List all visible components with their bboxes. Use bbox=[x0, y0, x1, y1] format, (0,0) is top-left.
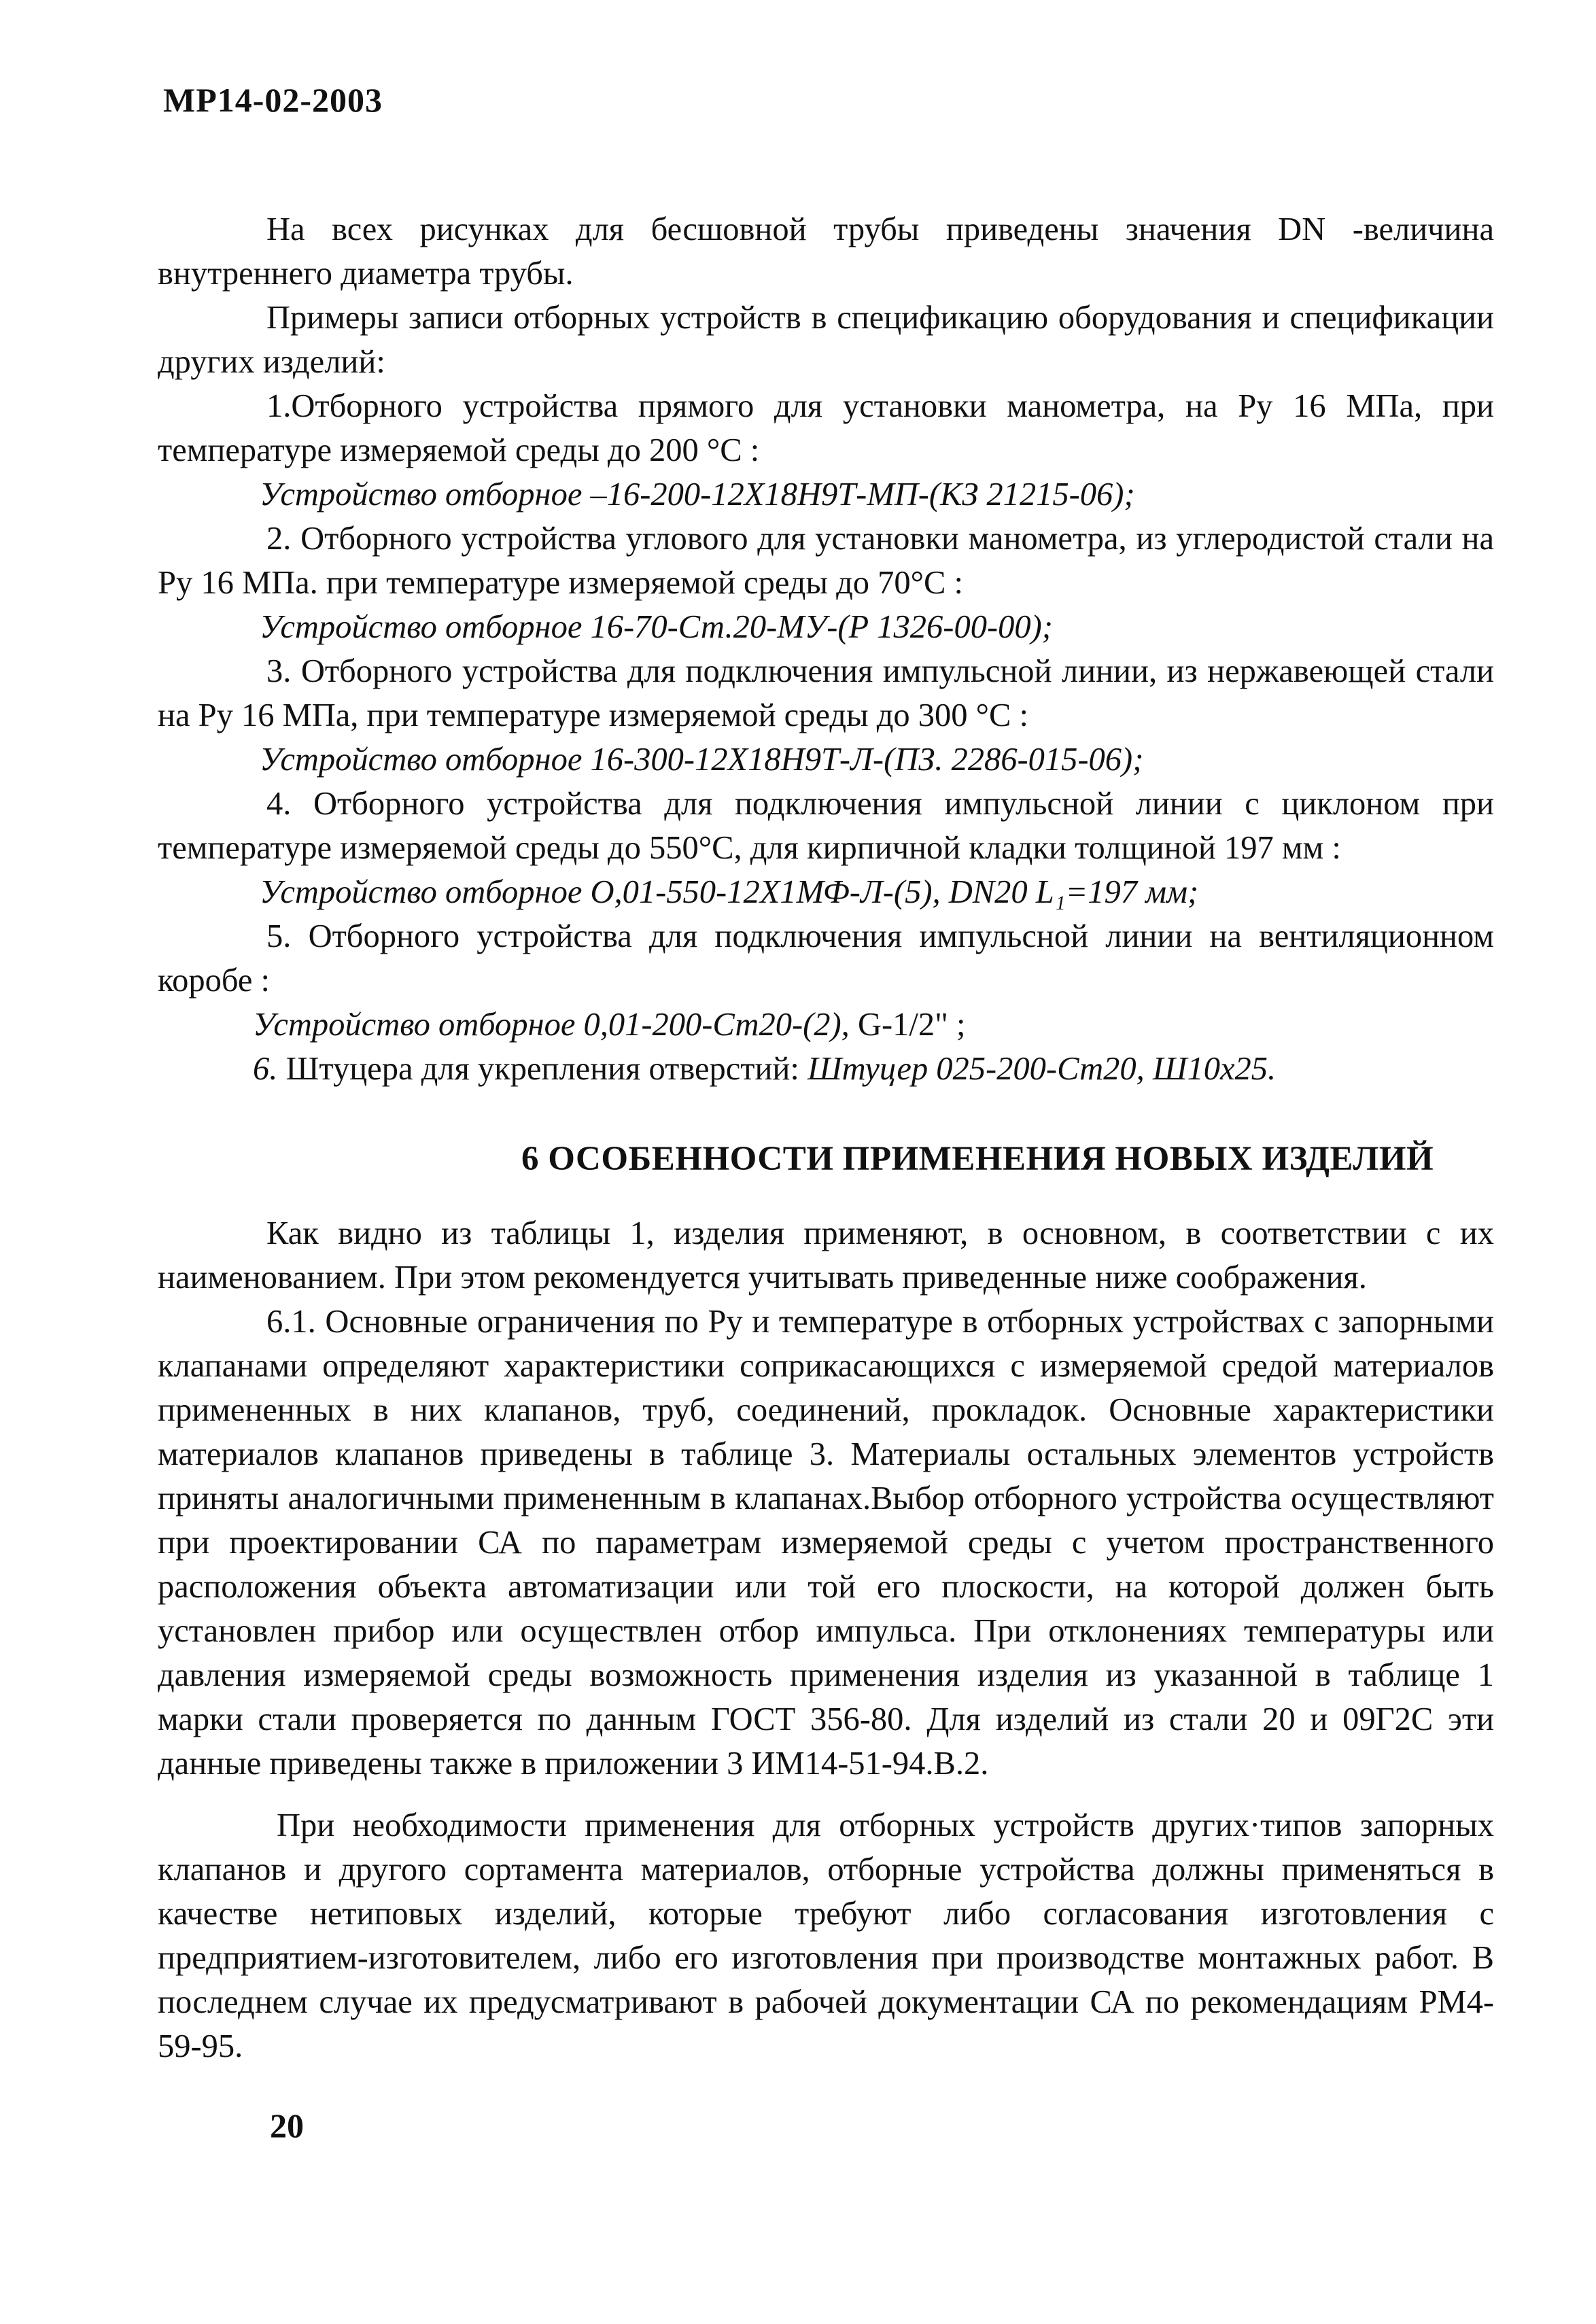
example-6-designation: Штуцер 025-200-Ст20, Ш10х25. bbox=[807, 1051, 1277, 1087]
section-heading: 6 ОСОБЕННОСТИ ПРИМЕНЕНИЯ НОВЫХ ИЗДЕЛИЙ bbox=[521, 1140, 1434, 1178]
example-4-designation: Устройство отборное О,01-550-12Х1МФ-Л-(5), DN20 L₁=197 мм; bbox=[260, 874, 1199, 910]
paragraph-examples-intro: Примеры записи отборных устройств в спецификацию оборудования и спецификации других изделий: bbox=[158, 300, 1494, 380]
section-paragraph-3: При необходимости применения для отборных устройств других·типов запорных клапанов и другого сортамента материалов, отборные устройства должны применяться в качестве нетиповых изделий, которые требуют либо согласования изготовления с предприятием-изготовителем, либо его изготовления при производстве монтажных работ. В последнем случае их предусматривают в рабочей документации СА по рекомендациям РМ4-59-95. bbox=[158, 1807, 1494, 2064]
example-6-number: 6. bbox=[253, 1051, 278, 1087]
paragraph-dn-note: На всех рисунках для бесшовной трубы приведены значения DN -величина внутреннего диаметра трубы. bbox=[158, 211, 1494, 292]
example-3-designation: Устройство отборное 16-300-12Х18Н9Т-Л-(ПЗ. 2286-015-06); bbox=[260, 742, 1144, 778]
example-5-designation-italic: Устройство отборное 0,01-200-Ст20-(2), bbox=[253, 1007, 850, 1043]
example-5-designation bbox=[158, 1003, 1494, 1047]
document-code-header: МР14-02-2003 bbox=[163, 81, 383, 119]
example-3-description: 3. Отборного устройства для подключения импульсной линии, из нержавеющей стали на Ру 16 МПа, при температуре измеряемой среды до 300 °С : bbox=[158, 653, 1494, 733]
example-1-designation: Устройство отборное –16-200-12Х18Н9Т-МП-(КЗ 21215-06); bbox=[260, 476, 1135, 513]
example-6-description: Штуцера для укрепления отверстий: bbox=[277, 1051, 808, 1087]
section-paragraph-1: Как видно из таблицы 1, изделия применяют, в основном, в соответствии с их наименованием. При этом рекомендуется учитывать приведенные ниже соображения. bbox=[158, 1215, 1494, 1296]
example-4-description: 4. Отборного устройства для подключения импульсной линии с циклоном при температуре измеряемой среды до 550°С, для кирпичной кладки толщиной 197 мм : bbox=[158, 786, 1494, 866]
example-1-description: 1.Отборного устройства прямого для установки манометра, на Ру 16 МПа, при температуре измеряемой среды до 200 °С : bbox=[158, 388, 1494, 468]
document-body bbox=[158, 207, 1494, 2068]
example-5-designation-thread: G-1/2" ; bbox=[849, 1007, 966, 1043]
example-2-description: 2. Отборного устройства углового для установки манометра, из углеродистой стали на Ру 16 МПа. при температуре измеряемой среды до 70°С : bbox=[158, 521, 1494, 601]
example-2-designation: Устройство отборное 16-70-Ст.20-МУ-(Р 1326-00-00); bbox=[260, 609, 1053, 645]
example-6-line bbox=[158, 1047, 1494, 1091]
section-paragraph-2: 6.1. Основные ограничения по Ру и температуре в отборных устройствах с запорными клапанами определяют характеристики соприкасающихся с измеряемой средой материалов примененных в них клапанов, труб, соединений, прокладок. Основные характеристики материалов клапанов приведены в таблице 3. Материалы остальных элементов устройств приняты аналогичными примененным в клапанах.Выбор отборного устройства осуществляют при проектировании СА по параметрам измеряемой среды с учетом пространственного расположения объекта автоматизации или той его плоскости, на которой должен быть установлен прибор или осуществлен отбор импульса. При отклонениях температуры или давления измеряемой среды возможность применения изделия из указанной в таблице 1 марки стали проверяется по данным ГОСТ 356-80. Для изделий из стали 20 и 09Г2С эти данные приведены также в приложении 3 ИМ14-51-94.В.2. bbox=[158, 1304, 1494, 1782]
example-5-description: 5. Отборного устройства для подключения импульсной линии на вентиляционном коробе : bbox=[158, 918, 1494, 999]
page-number: 20 bbox=[270, 2106, 304, 2145]
